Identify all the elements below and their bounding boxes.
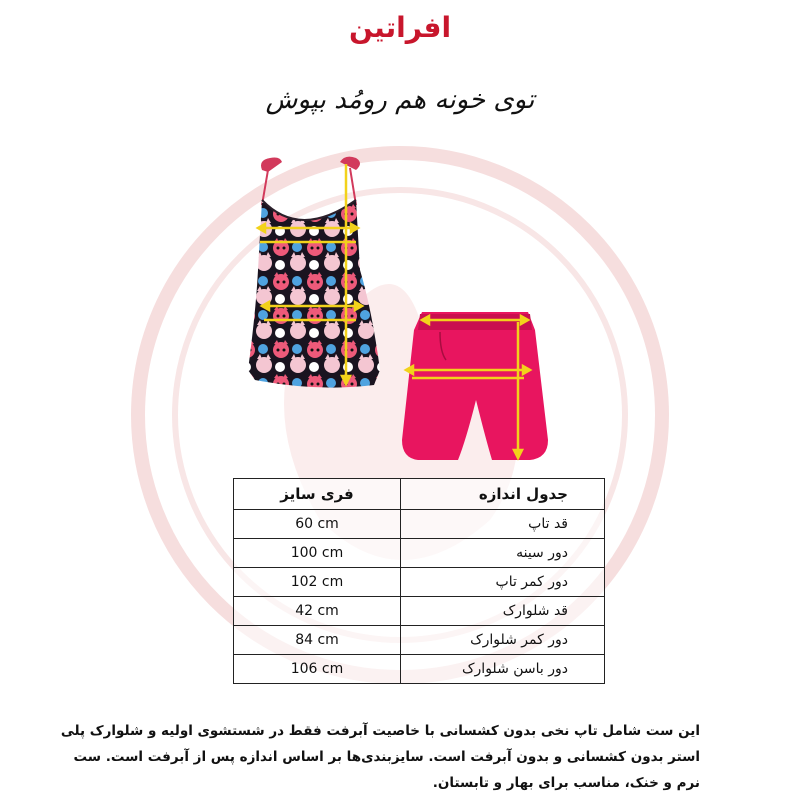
- row-value: 106 cm: [234, 655, 401, 684]
- row-label: دور کمر تاپ: [401, 568, 605, 597]
- row-label: قد تاپ: [401, 510, 605, 539]
- table-row: [234, 539, 605, 568]
- row-value: 42 cm: [234, 597, 401, 626]
- row-label: دور سینه: [401, 539, 605, 568]
- row-value: 60 cm: [234, 510, 401, 539]
- product-illustration: [230, 150, 570, 470]
- camisole-illustration: [248, 157, 380, 388]
- row-label: قد شلوارک: [401, 597, 605, 626]
- table-row: [234, 510, 605, 539]
- table-row: [234, 568, 605, 597]
- tagline: توی خونه هم رومُد بپوش: [265, 85, 535, 115]
- header-free-size: فری سایز: [234, 479, 401, 510]
- brand-logo: افراتین: [348, 11, 452, 44]
- size-table-header: [234, 479, 605, 510]
- row-label: دور باسن شلوارک: [401, 655, 605, 684]
- header-size-chart: جدول اندازه: [401, 479, 605, 510]
- row-value: 102 cm: [234, 568, 401, 597]
- table-row: [234, 626, 605, 655]
- size-table: [233, 478, 605, 684]
- row-label: دور کمر شلوارک: [401, 626, 605, 655]
- product-description: این ست شامل تاپ نخی بدون کشسانی با خاصیت آبرفت فقط در شستشوی اولیه و شلوارک پلی استر بدون کشسانی و بدون آبرفت است. سایزبندی‌ها بر اساس اندازه پس از آبرفت است. ست نرم و خنک، مناسب برای بهار و تابستان.: [60, 723, 700, 791]
- table-row: [234, 597, 605, 626]
- row-value: 84 cm: [234, 626, 401, 655]
- row-value: 100 cm: [234, 539, 401, 568]
- table-row: [234, 655, 605, 684]
- shorts-illustration: [402, 312, 548, 460]
